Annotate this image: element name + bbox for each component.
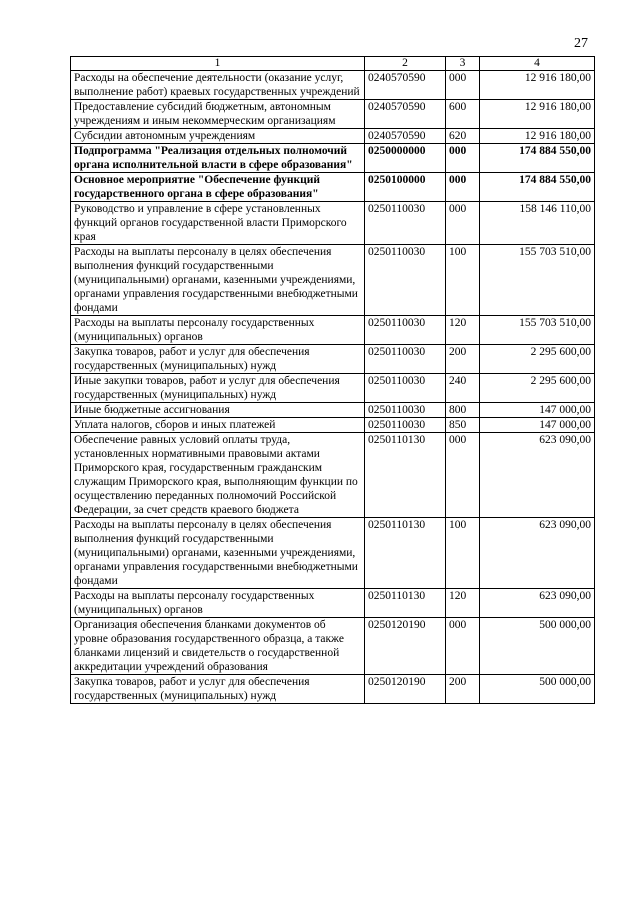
row-code: 0250110030 bbox=[365, 202, 446, 245]
table-header-row bbox=[71, 57, 595, 71]
row-name: Субсидии автономным учреждениям bbox=[71, 129, 365, 144]
row-code: 0250110030 bbox=[365, 316, 446, 345]
table-row bbox=[71, 589, 595, 618]
row-amount: 174 884 550,00 bbox=[480, 144, 595, 173]
row-code: 0250000000 bbox=[365, 144, 446, 173]
table-row bbox=[71, 144, 595, 173]
row-amount: 158 146 110,00 bbox=[480, 202, 595, 245]
row-kind: 000 bbox=[446, 433, 480, 518]
table-row bbox=[71, 403, 595, 418]
row-code: 0240570590 bbox=[365, 129, 446, 144]
row-amount: 155 703 510,00 bbox=[480, 245, 595, 316]
row-kind: 000 bbox=[446, 202, 480, 245]
table-row bbox=[71, 316, 595, 345]
row-code: 0250110130 bbox=[365, 589, 446, 618]
row-kind: 200 bbox=[446, 345, 480, 374]
row-name: Предоставление субсидий бюджетным, автономным учреждениям и иным некоммерческим организациям bbox=[71, 100, 365, 129]
row-code: 0250100000 bbox=[365, 173, 446, 202]
table-row bbox=[71, 202, 595, 245]
column-header: 2 bbox=[365, 57, 446, 71]
row-kind: 850 bbox=[446, 418, 480, 433]
row-amount: 623 090,00 bbox=[480, 589, 595, 618]
row-amount: 500 000,00 bbox=[480, 618, 595, 675]
row-code: 0240570590 bbox=[365, 71, 446, 100]
row-amount: 155 703 510,00 bbox=[480, 316, 595, 345]
row-kind: 000 bbox=[446, 71, 480, 100]
row-amount: 500 000,00 bbox=[480, 675, 595, 704]
row-kind: 000 bbox=[446, 618, 480, 675]
row-code: 0250120190 bbox=[365, 675, 446, 704]
row-amount: 623 090,00 bbox=[480, 518, 595, 589]
table-row bbox=[71, 100, 595, 129]
row-kind: 000 bbox=[446, 173, 480, 202]
row-code: 0250110030 bbox=[365, 345, 446, 374]
row-code: 0250110030 bbox=[365, 418, 446, 433]
row-amount: 12 916 180,00 bbox=[480, 129, 595, 144]
row-code: 0250120190 bbox=[365, 618, 446, 675]
page-number: 27 bbox=[574, 36, 588, 51]
row-name: Расходы на обеспечение деятельности (оказание услуг, выполнение работ) краевых государственных учреждений bbox=[71, 71, 365, 100]
row-code: 0250110030 bbox=[365, 403, 446, 418]
row-code: 0240570590 bbox=[365, 100, 446, 129]
row-name: Иные бюджетные ассигнования bbox=[71, 403, 365, 418]
row-amount: 147 000,00 bbox=[480, 403, 595, 418]
budget-table bbox=[70, 56, 595, 704]
table-row bbox=[71, 675, 595, 704]
table-row bbox=[71, 418, 595, 433]
row-code: 0250110130 bbox=[365, 433, 446, 518]
row-kind: 120 bbox=[446, 589, 480, 618]
row-kind: 240 bbox=[446, 374, 480, 403]
row-kind: 120 bbox=[446, 316, 480, 345]
row-name: Подпрограмма "Реализация отдельных полномочий органа исполнительной власти в сфере образования" bbox=[71, 144, 365, 173]
row-kind: 000 bbox=[446, 144, 480, 173]
row-name: Расходы на выплаты персоналу в целях обеспечения выполнения функций государственными (муниципальными) органами, казенными учреждениями, органами управления государственными внебюджетными фондами bbox=[71, 245, 365, 316]
row-kind: 620 bbox=[446, 129, 480, 144]
row-name: Уплата налогов, сборов и иных платежей bbox=[71, 418, 365, 433]
column-header: 4 bbox=[480, 57, 595, 71]
table-row bbox=[71, 71, 595, 100]
row-name: Организация обеспечения бланками документов об уровне образования государственного образца, а также бланками лицензий и свидетельств о государственной аккредитации учреждений образования bbox=[71, 618, 365, 675]
row-kind: 100 bbox=[446, 518, 480, 589]
row-name: Обеспечение равных условий оплаты труда, установленных нормативными правовыми актами Приморского края, государственным гражданским служащим Приморского края, выполняющим функции по осуществлению переданных полномочий Российской Федерации, за счет средств краевого бюджета bbox=[71, 433, 365, 518]
table-row bbox=[71, 129, 595, 144]
row-name: Закупка товаров, работ и услуг для обеспечения государственных (муниципальных) нужд bbox=[71, 345, 365, 374]
row-amount: 2 295 600,00 bbox=[480, 374, 595, 403]
row-amount: 12 916 180,00 bbox=[480, 71, 595, 100]
table-row bbox=[71, 245, 595, 316]
row-amount: 174 884 550,00 bbox=[480, 173, 595, 202]
table-row bbox=[71, 173, 595, 202]
table-row bbox=[71, 618, 595, 675]
row-kind: 100 bbox=[446, 245, 480, 316]
row-code: 0250110030 bbox=[365, 245, 446, 316]
table-row bbox=[71, 433, 595, 518]
column-header: 1 bbox=[71, 57, 365, 71]
row-name: Основное мероприятие "Обеспечение функций государственного органа в сфере образования" bbox=[71, 173, 365, 202]
row-kind: 800 bbox=[446, 403, 480, 418]
row-amount: 147 000,00 bbox=[480, 418, 595, 433]
row-amount: 623 090,00 bbox=[480, 433, 595, 518]
row-name: Расходы на выплаты персоналу государственных (муниципальных) органов bbox=[71, 316, 365, 345]
row-name: Расходы на выплаты персоналу в целях обеспечения выполнения функций государственными (муниципальными) органами, казенными учреждениями, органами управления государственными внебюджетными фондами bbox=[71, 518, 365, 589]
table-body bbox=[71, 71, 595, 704]
table-row bbox=[71, 374, 595, 403]
row-amount: 2 295 600,00 bbox=[480, 345, 595, 374]
row-amount: 12 916 180,00 bbox=[480, 100, 595, 129]
row-code: 0250110030 bbox=[365, 374, 446, 403]
row-kind: 200 bbox=[446, 675, 480, 704]
row-name: Руководство и управление в сфере установленных функций органов государственной власти Приморского края bbox=[71, 202, 365, 245]
table-row bbox=[71, 518, 595, 589]
table-row bbox=[71, 345, 595, 374]
row-kind: 600 bbox=[446, 100, 480, 129]
row-code: 0250110130 bbox=[365, 518, 446, 589]
row-name: Расходы на выплаты персоналу государственных (муниципальных) органов bbox=[71, 589, 365, 618]
column-header: 3 bbox=[446, 57, 480, 71]
row-name: Закупка товаров, работ и услуг для обеспечения государственных (муниципальных) нужд bbox=[71, 675, 365, 704]
row-name: Иные закупки товаров, работ и услуг для обеспечения государственных (муниципальных) нужд bbox=[71, 374, 365, 403]
